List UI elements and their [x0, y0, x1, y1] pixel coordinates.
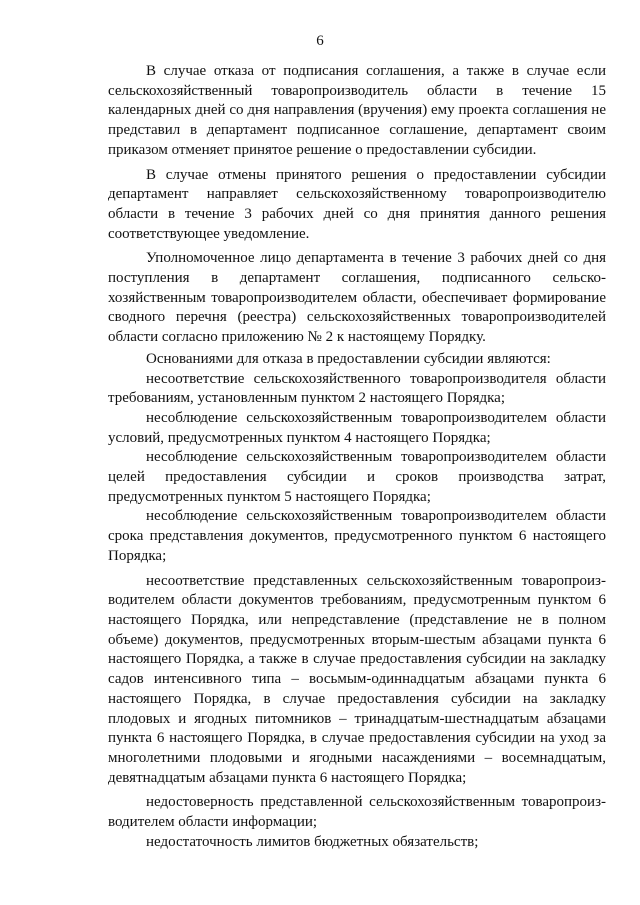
list-item-conditions-noncompliance: несоблюдение сельскохозяйственным товаропроизводителем области условий, предусмотренных пунктом 4 настоящего Порядка; — [108, 409, 606, 446]
paragraph-refusal-grounds-intro: Основаниями для отказа в предоставлении субсидии являются: — [146, 350, 551, 367]
page-number: 6 — [316, 33, 324, 49]
paragraph-registry-formation: Уполномоченное лицо департамента в течение 3 рабочих дней со дня поступления в департамент соглашения, подписанного сельскохозяйственным товаропроизводителем области, обеспечивает формирование сводного перечня (реестра) сельскохозяйственных товаропроизводителей области согласно приложению № 2 к настоящему Порядку. — [108, 250, 606, 346]
list-item-budget-limits: недостаточность лимитов бюджетных обязательств; — [146, 833, 479, 850]
paragraph-refusal-to-sign: В случае отказа от подписания соглашения, а также в случае если сельскохозяйственный товаропроизводитель области в течение 15 календарных дней со дня направления (вручения) ему проекта соглашения не представил в департамент подписанное соглашение, департамент своим приказом отменяет принятое решение о предоставлении субсидии. — [108, 63, 606, 158]
list-item-deadline-noncompliance: несоблюдение сельскохозяйственным товаропроизводителем области срока представления документов, предусмотренного пунктом 6 настоящего Порядка; — [108, 508, 606, 564]
list-item-information-unreliability: недостоверность представленной сельскохозяйственным товаропроизводителем области информации; — [108, 794, 606, 831]
list-item-documents-mismatch: несоответствие представленных сельскохозяйственным товаропроизводителем области документов требованиям, предусмотренным пунктом 6 настоящего Порядка, или непредставление (представление не в полном объеме) документов, предусмотренных вторым-шестым абзацами пункта 6 настоящего Порядка, а также в случае предоставления субсидии на закладку садов интенсивного типа – восьмым-одиннадцатым абзацами пункта 6 настоящего Порядка, в случае предоставления субсидии на закладку плодовых и ягодных питомников – тринадцатым-шестнадцатым абзацами пункта 6 настоящего Порядка, в случае предоставления субсидии на уход за многолетними плодовыми и ягодными насаждениями – восемнадцатым, девятнадцатым абзацами пункта 6 настоящего Порядка; — [108, 572, 606, 786]
paragraph-cancellation-notice: В случае отмены принятого решения о предоставлении субсидии департамент направляет сельскохозяйственному товаропроизводителю области в течение 3 рабочих дней со дня принятия данного решения соответствующее уведомление. — [108, 166, 606, 242]
document-body — [108, 62, 606, 852]
list-item-requirements-mismatch: несоответствие сельскохозяйственного товаропроизводителя области требованиям, установленным пунктом 2 настоящего Порядка; — [108, 370, 606, 407]
list-item-purpose-noncompliance: несоблюдение сельскохозяйственным товаропроизводителем области целей предоставления субсидии и сроков производства затрат, предусмотренных пунктом 5 настоящего Порядка; — [108, 449, 606, 505]
